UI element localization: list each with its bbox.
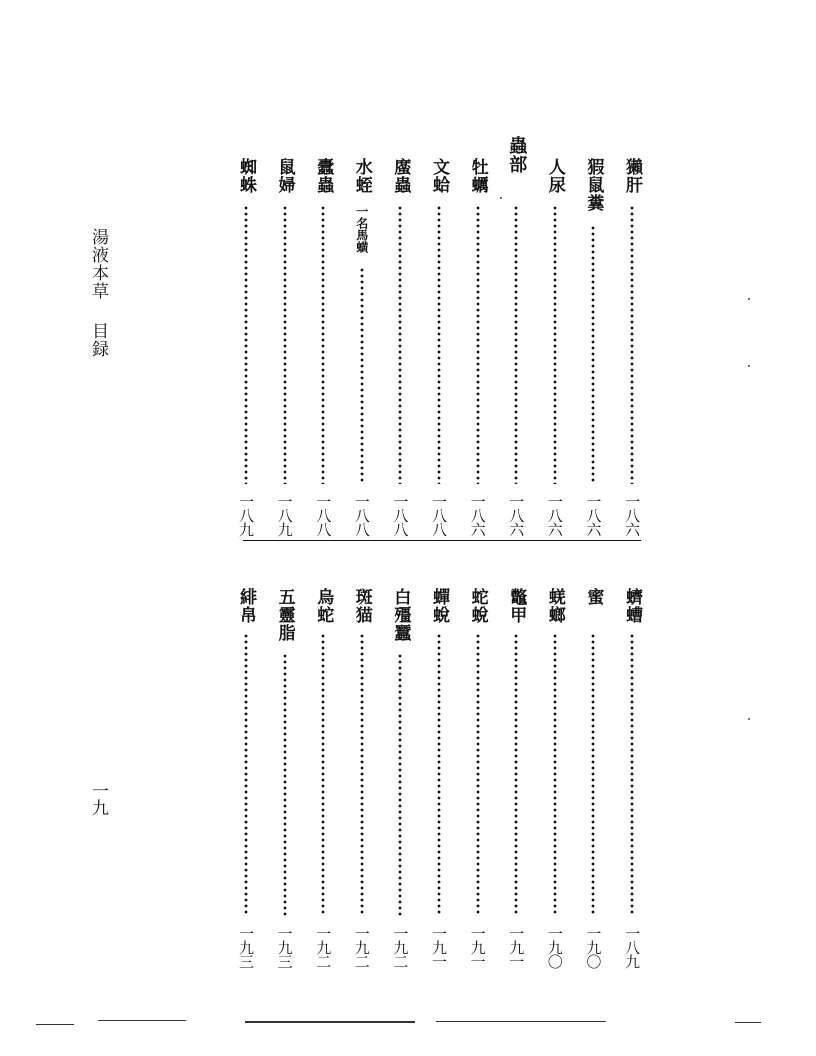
entry-page-number: 一八八 (314, 494, 333, 536)
scan-edge-line (245, 1021, 415, 1023)
scan-edge-line (735, 1022, 761, 1023)
toc-entry (545, 0, 565, 1056)
scan-speck (748, 365, 750, 367)
entry-name: 文蛤 (429, 158, 449, 194)
entry-page-number: 一九三 (275, 926, 294, 968)
scan-edge-line (436, 1021, 606, 1022)
entry-page-number: 一九二 (391, 926, 410, 968)
dot-leader (360, 633, 364, 916)
toc-entry (506, 0, 526, 1056)
entry-name: 白殭蠶 (390, 588, 411, 642)
entry-name: 猳鼠糞 (583, 158, 604, 212)
dot-leader (630, 633, 634, 916)
toc-entry (236, 0, 256, 1056)
entry-page-number: 一八六 (507, 494, 526, 536)
entry-name: 蠹蟲 (313, 158, 334, 194)
entry-page-number: 一九〇 (584, 926, 603, 968)
entry-name: 人尿 (544, 158, 565, 194)
entry-name: 蟲部 (506, 136, 528, 174)
entry-page-number: 一八六 (468, 494, 487, 536)
entry-note: 一名馬蟥 (354, 205, 369, 253)
entry-page-number: 一八九 (623, 926, 641, 968)
entry-page-number: 一九二 (352, 926, 371, 968)
dot-leader (591, 633, 595, 916)
toc-entry (429, 0, 449, 1056)
entry-name: 蜘蛛 (236, 158, 256, 194)
dot-leader (398, 653, 402, 916)
entry-page-number: 一八九 (275, 494, 294, 536)
toc-entry (390, 0, 410, 1056)
entry-name: 鼈甲 (506, 588, 527, 624)
scan-speck (500, 197, 502, 199)
entry-name: 蟬蛻 (429, 588, 449, 624)
book-title: 湯液本草 (88, 228, 108, 300)
entry-name: 鼠婦 (274, 158, 295, 194)
entry-name: 獺肝 (622, 158, 642, 194)
toc-entry (468, 0, 488, 1056)
toc-entry (275, 0, 295, 1056)
running-header (88, 228, 108, 358)
entry-page-number: 一九一 (507, 926, 526, 968)
entry-name: 蛇蛻 (467, 588, 488, 624)
toc-entry (352, 0, 372, 1056)
entry-name: 斑猫 (351, 588, 372, 624)
entry-page-number: 一八八 (430, 494, 448, 536)
scan-edge-line (98, 1020, 186, 1021)
toc-entry (622, 0, 642, 1056)
scan-speck (748, 298, 750, 300)
toc-entry (583, 0, 603, 1056)
dot-leader (476, 633, 480, 916)
entry-page-number: 一九一 (430, 926, 448, 968)
scan-edge-line (36, 1024, 74, 1025)
entry-name: 牡蠣 (467, 158, 488, 194)
scan-speck (748, 718, 750, 720)
entry-name: 水蛭 (351, 158, 372, 194)
entry-name: 䗪蟲 (390, 158, 411, 194)
entry-page-number: 一九三 (237, 926, 255, 968)
entry-page-number: 一八六 (584, 494, 603, 536)
dot-leader (283, 653, 287, 916)
entry-page-number: 一八八 (391, 494, 410, 536)
dot-leader (244, 633, 248, 916)
dot-leader (321, 633, 325, 916)
entry-name: 蜣螂 (544, 588, 565, 624)
entry-name: 緋帛 (236, 588, 256, 624)
entry-page-number: 一九一 (468, 926, 487, 968)
entry-page-number: 一八九 (237, 494, 255, 536)
toc-entry (313, 0, 333, 1056)
block-divider-rule (243, 540, 641, 541)
entry-page-number: 一九〇 (545, 926, 564, 968)
section-title: 目録 (88, 322, 108, 358)
entry-name: 蜜 (583, 588, 604, 606)
entry-page-number: 一八八 (352, 494, 371, 536)
entry-name: 烏蛇 (313, 588, 334, 624)
entry-page-number: 一八六 (623, 494, 641, 536)
dot-leader (437, 633, 441, 916)
entry-page-number: 一八六 (545, 494, 564, 536)
dot-leader (514, 633, 518, 916)
entry-name: 蠐螬 (622, 588, 642, 624)
entry-page-number: 一九二 (314, 926, 333, 968)
dot-leader (553, 633, 557, 916)
page-number: 一九 (88, 782, 108, 816)
entry-name: 五靈脂 (274, 588, 295, 642)
